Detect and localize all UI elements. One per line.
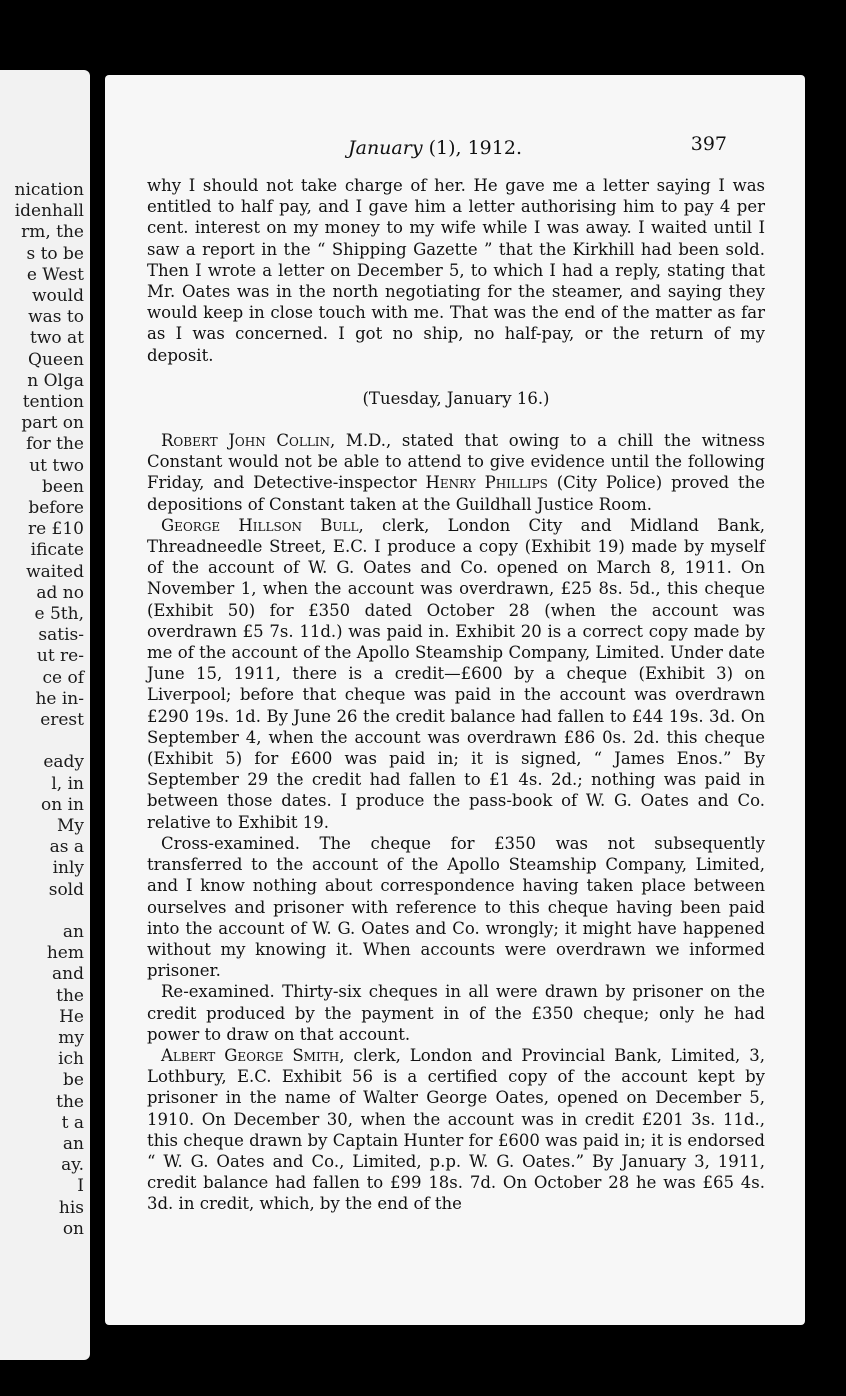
left-page-line: on — [62, 1218, 84, 1239]
paragraph-bull — [147, 515, 765, 833]
left-page-line: waited — [26, 561, 84, 582]
left-page-line: on in — [41, 794, 84, 815]
left-page-line: be — [63, 1070, 84, 1091]
left-page-line: erest — [40, 710, 84, 730]
left-page-line: he in- — [35, 688, 84, 709]
paragraph-text: , clerk, London City and Midland Bank, Threadneedle Street, E.C. I produce a copy (Exhibit 19) made by myself of the account of W. G. Oates and Co. opened on March 8, 1911. On November 1, when the account was overdrawn, £25 8s. 5d., this cheque (Exhibit 50) for £350 dated October 28 (when the account was overdrawn £5 7s. 11d.) was paid in. Exhibit 20 is a correct copy made by me of the account of the Apollo Steamship Company, Limited. Under date June 15, 1911, there is a credit—£600 by a cheque (Exhibit 3) on Liverpool; before that cheque was paid in the account was overdrawn £290 19s. 1d. By June 26 the credit balance had fallen to £44 19s. 3d. On September 4, when the account was overdrawn £86 0s. 2d. this cheque (Exhibit 5) for £600 was paid in; it is signed, “ James Enos.” By September 29 the credit had fallen to £1 4s. 2d.; nothing was paid in between those dates. I produce the pass-book of W. G. Oates and Co. relative to Exhibit 19. — [147, 515, 765, 832]
left-page-line: for the — [26, 434, 84, 455]
left-page-line: and — [52, 964, 84, 985]
date-heading: (Tuesday, January 16.) — [362, 388, 550, 408]
left-page-line: re £10 — [27, 519, 84, 540]
paragraph-text: (City Police) proved the depositions of Constant taken at the Guildhall Justice Room. — [147, 473, 765, 514]
left-page-line: my — [58, 1028, 84, 1048]
left-page-line: nication — [14, 180, 84, 200]
left-page-line: ut re- — [36, 646, 84, 667]
paragraph-smith — [147, 1045, 765, 1215]
right-page — [105, 75, 805, 1325]
running-title-month: January — [348, 137, 423, 159]
left-page-line: t a — [61, 1112, 84, 1133]
left-page-line: l, in — [51, 773, 84, 794]
paragraph-cross-examined: Cross-examined. The cheque for £350 was not subsequently transferred to the account of the Apollo Steamship Company, Limited, and I know nothing about correspondence having taken place between ourselves and prisoner with reference to this cheque having been paid into the account of W. G. Oates and Co. wrongly; it might have happened without my knowing it. When accounts were overdrawn we informed prisoner. — [147, 833, 765, 981]
left-page-line: n Olga — [27, 370, 84, 391]
left-page-line: satis- — [38, 625, 84, 646]
left-page-line: an — [62, 1134, 84, 1154]
left-page-line: ich — [58, 1049, 84, 1070]
left-page-line: tention — [22, 392, 84, 412]
paragraph-continuation: why I should not take charge of her. He gave me a letter saying I was entitled to half pay, and I gave him a letter authorising him to pay 4 per cent. interest on my money to my wife while I was away. I waited until I saw a report in the “ Shipping Gazette ” that the Kirkhill had been sold. Then I wrote a letter on December 5, to which I had a reply, stating that Mr. Oates was in the north negotiating for the steamer, and saying they would keep in close touch with me. That was the end of the matter as far as I was concerned. I got no ship, no half-pay, or the return of my deposit. — [147, 176, 765, 365]
left-page-line: the — [56, 985, 84, 1006]
left-page-line: inly — [52, 858, 84, 879]
left-page-line: hem — [46, 943, 84, 964]
witness-name: George Hillson Bull — [161, 515, 359, 535]
left-page-line: before — [28, 498, 84, 518]
left-page-line: part on — [21, 413, 84, 434]
witness-name: Albert George Smith — [161, 1045, 340, 1065]
left-page-line: two at — [30, 328, 84, 349]
paragraph-text: , M.D., stated that owing to a chill the witness Constant would not be able to attend to give evidence until the following Friday, and Detective-inspector — [147, 431, 766, 493]
left-page-line: s to be — [26, 243, 84, 264]
left-page-line: was to — [28, 307, 84, 328]
left-page-line: ay. — [61, 1155, 84, 1176]
running-title-date: (1), 1912. — [422, 137, 522, 159]
paragraph-re-examined: Re-examined. Thirty-six cheques in all were drawn by prisoner on the credit produced by the payment in of the £350 cheque; only he had power to draw on that account. — [147, 982, 765, 1044]
left-page-line: He — [59, 1006, 84, 1027]
left-page-line: eady — [43, 752, 84, 773]
paragraph-text: , clerk, London and Provincial Bank, Limited, 3, Lothbury, E.C. Exhibit 56 is a certified copy of the account kept by prisoner in the name of Walter George Oates, opened on December 5, 1910. On December 30, when the account was in credit £201 3s. 11d., this cheque drawn by Captain Hunter for £600 was paid in; it is endorsed “ W. G. Oates and Co., Limited, p.p. W. G. Oates.” By January 3, 1911, credit balance had fallen to £99 18s. 7d. On October 28 he was £65 4s. 3d. in credit, which, by the end of the — [147, 1045, 765, 1214]
left-page-line: been — [42, 476, 84, 497]
left-page-line: I — [77, 1176, 84, 1197]
left-page-line: e West — [26, 264, 84, 285]
left-page-line: his — [58, 1197, 84, 1218]
left-page-fragment — [0, 70, 90, 1360]
left-page-line: an — [62, 922, 84, 942]
left-page-line: My — [56, 816, 84, 836]
page-number: 397 — [690, 133, 727, 155]
left-page-line: e 5th, — [34, 604, 84, 624]
left-page-line: ificate — [30, 540, 84, 561]
left-page-line: Queen — [28, 349, 84, 370]
left-page-line: the — [56, 1091, 84, 1112]
page-body — [147, 175, 765, 1215]
left-page-line: ut two — [29, 455, 84, 476]
witness-name: Robert John Collin — [161, 431, 331, 451]
left-page-line: as a — [49, 837, 84, 858]
left-page-line: rm, the — [21, 222, 84, 243]
left-page-line: ad no — [36, 582, 84, 603]
witness-name: Henry Phillips — [425, 473, 548, 493]
left-page-line: would — [31, 286, 84, 306]
left-page-line: ce of — [42, 667, 84, 688]
running-title — [105, 137, 765, 159]
left-page-line: sold — [48, 879, 84, 900]
paragraph-collin — [147, 430, 765, 515]
left-page-line: idenhall — [14, 201, 84, 222]
